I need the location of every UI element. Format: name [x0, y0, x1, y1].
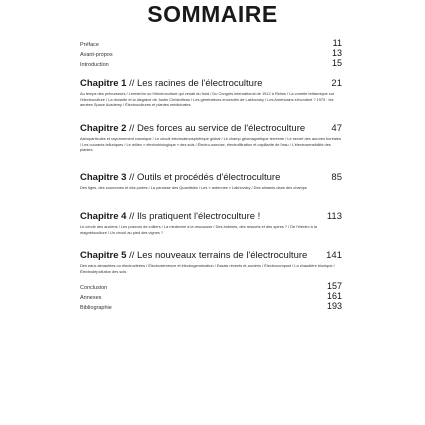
toc-chapter-3[interactable]: [80, 172, 342, 184]
chapter-subtitle: // Les racines de l'électroculture: [129, 78, 263, 89]
entry-page: 157: [326, 281, 342, 291]
toc-chapter-2[interactable]: [80, 123, 342, 135]
chapter-heading: Chapitre 4: [80, 211, 127, 222]
chapter-heading: Chapitre 1: [80, 78, 127, 89]
chapter-description: Au temps des précurseurs / Lemström ou l'électroculture qui venait du froid / Du Congrès international de 1912 à Reims / La comète britannique sur l'électroculture / La réussite et la disgrâce de Justin Christofleau / Les générateurs encerclés de Lakhovsky / Les Américains s'écoutent ? 1970 : les années Space Academy / Électrocultures et plantes médicinales: [80, 91, 335, 108]
toc-entry-bibliographie[interactable]: [80, 301, 342, 311]
entry-page: 15: [331, 58, 342, 68]
toc-chapter-1[interactable]: [80, 78, 342, 90]
entry-label: Avant-propos: [80, 52, 113, 58]
toc-entry-annexes[interactable]: [80, 291, 342, 301]
chapter-subtitle: // Les nouveaux terrains de l'électroculture: [129, 250, 308, 261]
entry-page: 11: [332, 38, 342, 48]
chapter-description: Astroparticules et rayonnement cosmique / Le circuit électroatmosphérique global / Le champ géomagnétique terrestre / Le secret des aurores boréales / Les courants telluriques / Le milieu « électrobiologique » des sols / Électro-osmose, électrofiltration et capillarité de l'eau / L'électrosensibilité des plantes: [80, 136, 342, 153]
chapter-description: Des eaux aimantées ou électrovitrées / Électrosémence et électrogermination / Essais récents et anciens / Électrocompost / La chaudière bionique / Électrodépollution des sols: [80, 263, 335, 274]
chapter-description: Des tiges, des couronnes et des portes / La paroisse des Quantistes / Les « antennes » Lakhovsky / Des aimants dans des champs: [80, 185, 307, 190]
chapter-page: 21: [331, 78, 342, 89]
toc-chapter-5[interactable]: [80, 250, 342, 262]
chapter-subtitle: // Outils et procédés d'électroculture: [129, 172, 281, 183]
chapter-subtitle: // Des forces au service de l'électroculture: [129, 123, 306, 134]
chapter-page: 113: [326, 211, 342, 222]
entry-label: Bibliographie: [80, 305, 112, 311]
toc-entry-conclusion[interactable]: [80, 281, 342, 291]
entry-label: Préface: [80, 42, 99, 48]
entry-label: Conclusion: [80, 285, 108, 291]
chapter-heading: Chapitre 2: [80, 123, 127, 134]
chapter-subtitle: // Ils pratiquent l'électroculture !: [129, 211, 261, 222]
table-of-contents: [80, 38, 342, 311]
chapter-heading: Chapitre 3: [80, 172, 127, 183]
chapter-page: 85: [331, 172, 342, 183]
toc-entry-avant-propos[interactable]: [80, 48, 342, 58]
entry-label: Annexes: [80, 295, 102, 301]
page-title: SOMMAIRE: [147, 1, 278, 27]
entry-page: 161: [326, 291, 342, 301]
entry-page: 193: [326, 301, 342, 311]
chapter-page: 141: [326, 250, 342, 261]
chapter-page: 47: [331, 123, 342, 134]
entry-label: Introduction: [80, 62, 109, 68]
toc-entry-preface[interactable]: [80, 38, 342, 48]
toc-entry-introduction[interactable]: [80, 58, 342, 68]
toc-chapter-4[interactable]: [80, 211, 342, 223]
chapter-heading: Chapitre 5: [80, 250, 127, 261]
chapter-description: Le cercle des anciens / Les poseurs de colliers / La médecine à la rescousse / Des bobines, des ressorts et des spires ? / De l'électro à la magnétoculture / Un circuit au pied des vignes ?: [80, 224, 317, 235]
entry-page: 13: [331, 48, 342, 58]
